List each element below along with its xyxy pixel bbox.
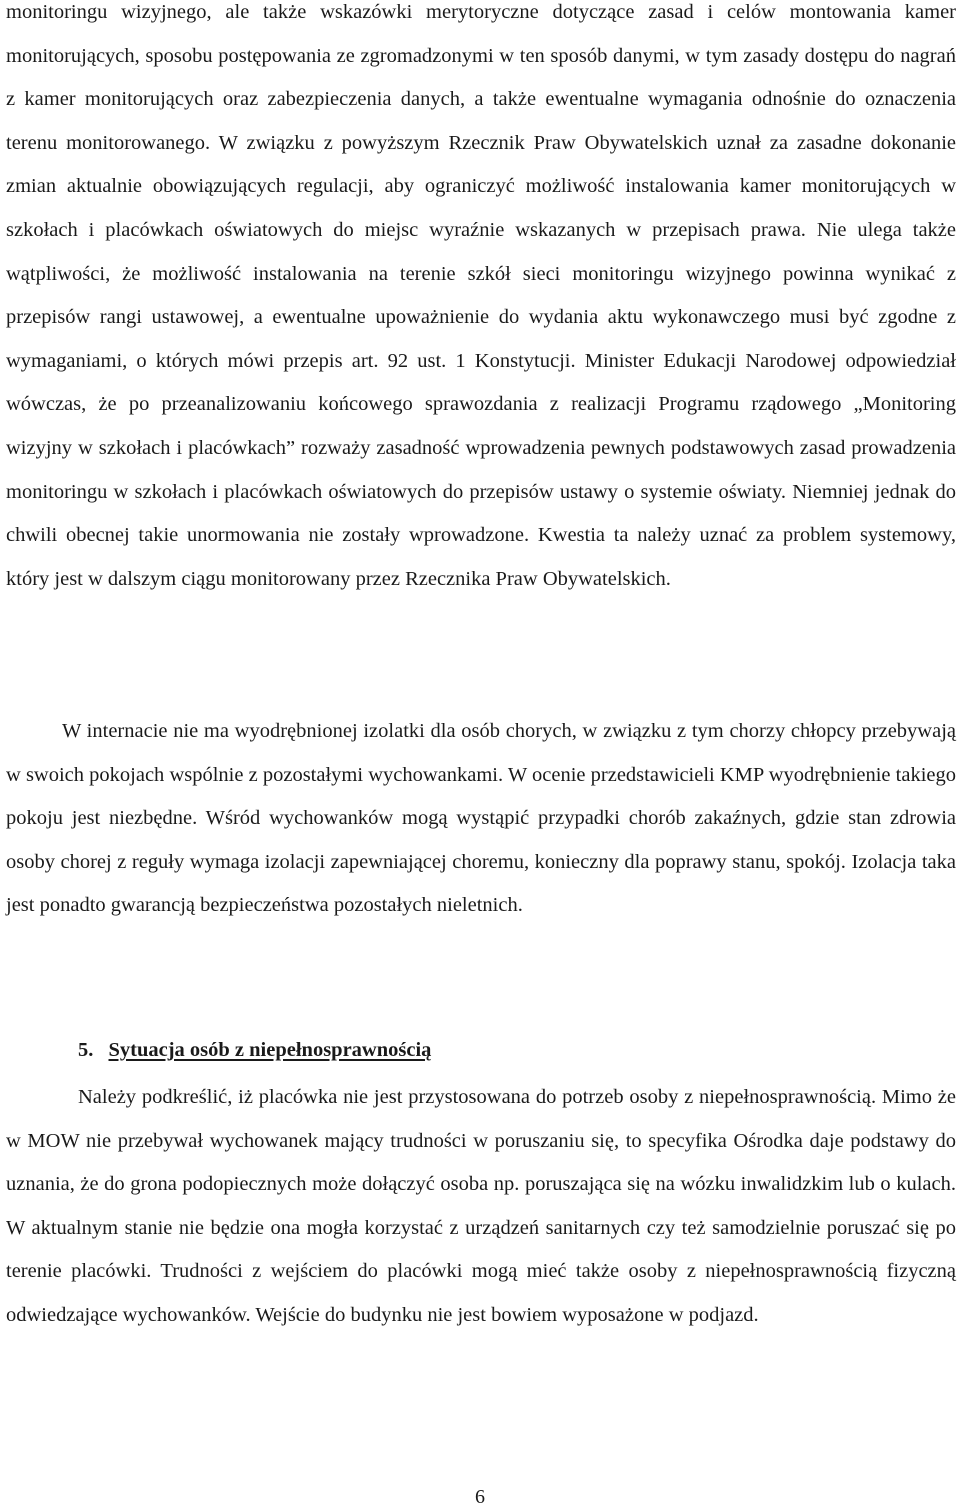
paragraph-isolation-room: W internacie nie ma wyodrębnionej izolatki dla osób chorych, w związku z tym chorzy chłopcy przebywają w swoich pokojach wspólnie z pozostałymi wychowankami. W ocenie przedstawicieli KMP wyodrębnienie takiego pokoju jest niezbędne. Wśród wychowanków mogą wystąpić przypadki chorób zakaźnych, gdzie stan zdrowia osoby chorej z reguły wymaga izolacji zapewniającej choremu, konieczny dla poprawy stanu, spokój. Izolacja taka jest ponadto gwarancją bezpieczeństwa pozostałych nieletnich. <box>6 720 956 917</box>
section-title: Sytuacja osób z niepełnosprawnością <box>108 1039 432 1061</box>
page-number: 6 <box>475 1486 485 1508</box>
paragraph-disability: Należy podkreślić, iż placówka nie jest przystosowana do potrzeb osoby z niepełnosprawnością. Mimo że w MOW nie przebywał wychowanek mający trudności w poruszaniu się, to specyfika Ośrodka daje podstawy do uznania, że do grona podopiecznych może dołączyć osoba np. poruszająca się na wózku inwalidzkim lub o kulach. W aktualnym stanie nie będzie ona mogła korzystać z urządzeń sanitarnych czy też samodzielnie poruszać się po terenie placówki. Trudności z wejściem do placówki mogą mieć także osoby z niepełnosprawnością fizyczną odwiedzające wychowanków. Wejście do budynku nie jest bowiem wyposażone w podjazd. <box>6 1086 956 1326</box>
section-number: 5. <box>78 1039 94 1061</box>
paragraph-monitoring: monitoringu wizyjnego, ale także wskazówki merytoryczne dotyczące zasad i celów montowania kamer monitorujących, sposobu postępowania ze zgromadzonymi w ten sposób danymi, w tym zasady dostępu do nagrań z kamer monitorujących oraz zabezpieczenia danych, a także ewentualne wymagania odnośnie do oznaczenia terenu monitorowanego. W związku z powyższym Rzecznik Praw Obywatelskich uznał za zasadne dokonanie zmian aktualnie obowiązujących regulacji, aby ograniczyć możliwość instalowania kamer monitorujących w szkołach i placówkach oświatowych do miejsc wyraźnie wskazanych w przepisach prawa. Nie ulega także wątpliwości, że możliwość instalowania na terenie szkół sieci monitoringu wizyjnego powinna wynikać z przepisów rangi ustawowej, a ewentualne upoważnienie do wydania aktu wykonawczego musi być zgodne z wymaganiami, o których mówi przepis art. 92 ust. 1 Konstytucji. Minister Edukacji Narodowej odpowiedział wówczas, że po przeanalizowaniu końcowego sprawozdania z realizacji Programu rządowego „Monitoring wizyjny w szkołach i placówkach” rozważy zasadność wprowadzenia pewnych podstawowych zasad prowadzenia monitoringu w szkołach i placówkach oświatowych do przepisów ustawy o systemie oświaty. Niemniej jednak do chwili obecnej takie unormowania nie zostały wprowadzone. Kwestia ta należy uznać za problem systemowy, który jest w dalszym ciągu monitorowany przez Rzecznika Praw Obywatelskich. <box>6 1 956 590</box>
section-heading <box>78 1039 431 1062</box>
